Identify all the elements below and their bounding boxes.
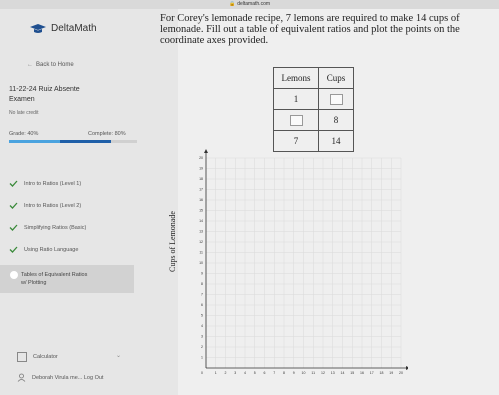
y-tick-label: 12 [199,240,203,245]
arrow-left-icon: ← [27,62,33,68]
task-tables-equivalent-ratios[interactable] [0,265,134,293]
y-tick-label: 20 [199,156,203,161]
active-task-line-1: Tables of Equivalent Ratios [21,272,88,278]
y-tick-label: 5 [201,313,203,318]
y-tick-label: 7 [201,292,203,297]
chevron-down-icon[interactable]: ⌄ [116,353,122,359]
calculator-toggle[interactable] [17,352,58,362]
x-tick-label: 10 [301,371,306,375]
x-tick-label: 3 [234,371,237,375]
cups-cell: 14 [319,131,354,152]
x-tick-label: 5 [253,371,256,375]
checkmark-icon [9,224,18,231]
x-tick-label: 14 [340,371,345,375]
lemons-input-cell[interactable] [274,110,319,131]
task-simplifying-ratios[interactable] [9,224,86,231]
back-to-home-label: Back to Home [36,62,74,68]
checkmark-icon [9,202,18,209]
checkmark-icon [9,246,18,253]
problem-prompt: For Corey's lemonade recipe, 7 lemons are required to make 14 cups of lemonade. Fill out a table of equivalent ratios and plot the points on the coordinate axes provided. [160,13,460,46]
y-tick-label: 11 [199,250,203,255]
y-tick-label: 9 [201,271,203,276]
assignment-type: Examen [9,96,35,103]
x-tick-label: 9 [292,371,295,375]
y-tick-label: 4 [201,324,203,329]
url-text: deltamath.com [237,1,271,7]
task-label: Intro to Ratios (Level 1) [24,180,82,187]
y-tick-label: 18 [199,177,203,182]
task-intro-ratios-2[interactable] [9,202,81,209]
table-row [274,89,354,110]
x-tick-label: 8 [283,371,285,375]
coordinate-plane[interactable] [178,140,408,380]
column-header-lemons: Lemons [274,68,319,89]
x-tick-label: 7 [273,371,276,375]
brand-name: DeltaMath [51,23,97,34]
x-tick-label: 1 [214,371,217,375]
x-tick-label: 18 [379,371,384,375]
x-tick-label: 11 [311,371,316,375]
graduation-cap-icon [30,24,46,34]
cups-input[interactable] [330,94,343,105]
task-label: Using Ratio Language [24,246,79,253]
x-tick-label: 17 [369,371,374,375]
lock-icon: 🔒 [228,1,236,7]
x-tick-label: 13 [330,371,335,375]
y-tick-label: 10 [199,261,203,266]
x-tick-label: 2 [224,371,227,375]
x-tick-label: 6 [263,371,266,375]
assignment-title: 11-22-24 Ruiz Absente [9,86,80,93]
current-task-indicator-icon [10,271,18,279]
x-tick-label: 19 [389,371,394,375]
y-tick-label: 15 [199,208,203,213]
calculator-icon [17,352,27,362]
y-tick-label: 1 [201,355,203,360]
checkmark-icon [9,180,18,187]
y-tick-label: 3 [201,334,203,339]
column-header-cups: Cups [319,68,354,89]
cups-input-cell[interactable] [319,89,354,110]
grade-label: Grade: 40% [9,131,39,137]
lemons-input[interactable] [290,115,303,126]
y-tick-label: 16 [199,198,203,203]
origin-label: 0 [201,371,203,375]
x-tick-label: 12 [321,371,325,375]
task-intro-ratios-1[interactable] [9,180,81,187]
logo[interactable] [30,23,97,34]
y-axis-arrow-icon [204,149,208,153]
y-tick-label: 6 [201,303,203,308]
table-header-row [274,68,354,89]
x-tick-label: 15 [350,371,355,375]
y-tick-label: 2 [201,345,203,350]
progress-grade-fill [9,140,60,143]
task-ratio-language[interactable] [9,246,78,253]
y-tick-label: 19 [199,166,203,171]
late-credit-note: No late credit [9,110,39,116]
calculator-label: Calculator [33,354,58,360]
x-tick-label: 16 [360,371,364,375]
progress-bar [9,140,137,143]
lemons-cell: 7 [274,131,319,152]
user-label: Deborah Virula me... Log Out [32,374,104,381]
task-label: Intro to Ratios (Level 2) [24,202,82,209]
task-label: Simplifying Ratios (Basic) [24,224,87,231]
active-task-line-2: w/ Plotting [21,280,47,286]
x-axis-arrow-icon [406,366,408,370]
sidebar [0,9,178,395]
cups-cell: 8 [319,110,354,131]
back-to-home-link[interactable] [27,62,74,68]
y-tick-label: 14 [199,219,203,224]
table-row [274,110,354,131]
x-tick-label: 20 [399,371,403,375]
x-tick-label: 4 [244,371,246,375]
browser-address-bar[interactable] [0,0,499,9]
complete-label: Complete: 80% [88,131,126,137]
y-axis-label: Cups of Lemonade [168,211,177,272]
y-tick-label: 17 [199,187,203,192]
y-tick-label: 8 [201,282,203,287]
y-tick-label: 13 [199,229,203,234]
lemons-cell: 1 [274,89,319,110]
active-task-label [21,271,87,287]
user-logout-link[interactable] [17,373,103,382]
user-icon [17,373,26,382]
